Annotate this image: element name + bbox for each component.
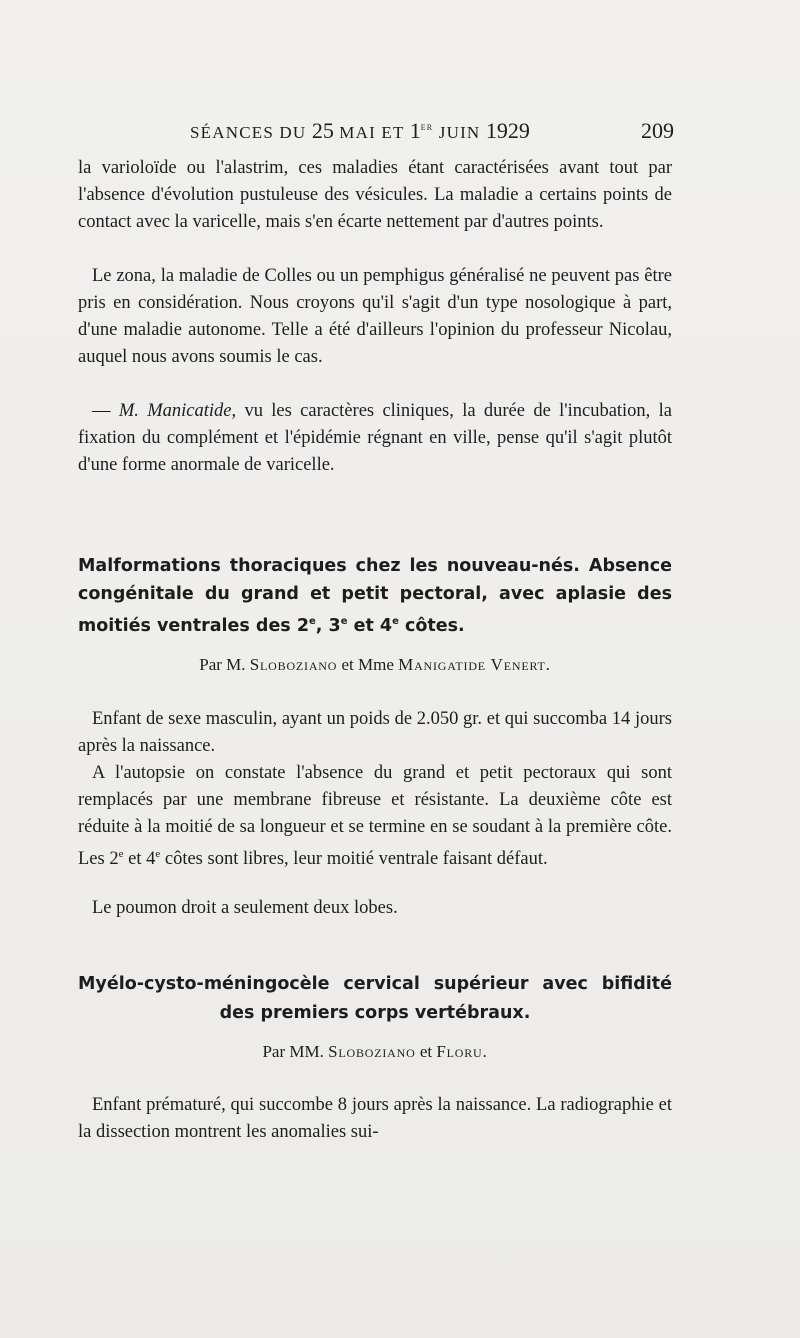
sup-e: e xyxy=(392,616,399,627)
section-title-part-d: côtes. xyxy=(398,615,465,636)
paragraph-poumon: Le poumon droit a seulement deux lobes. xyxy=(92,898,398,918)
section-title-myelo xyxy=(78,970,672,1028)
paragraph-manicatide xyxy=(78,398,672,479)
sup-e: e xyxy=(340,616,348,627)
byline-author1: Slobozianо xyxy=(249,655,338,674)
running-title-day2: 1 xyxy=(409,118,421,143)
section-title-part-c: et 4 xyxy=(347,615,393,636)
running-title-prefix: SÉANCES DU xyxy=(190,123,307,142)
byline-malformations xyxy=(78,655,672,675)
paragraph-manicatide-text: vu les caractères cliniques, la durée de l'incubation, la fixation du complément et l'épidémie régnant en ville, pense qu'il s'agit plutôt d'une forme anormale de varicelle. xyxy=(78,401,672,475)
paragraph-zona: Le zona, la maladie de Colles ou un pemphigus généralisé ne peuvent pas être pris en considération. Nous croyons qu'il s'agit d'un type nosologique à part, d'une maladie autonome. Telle a été d'ailleurs l'opinion du professeur Nicolau, auquel nous avons soumis le cas. xyxy=(78,266,672,367)
running-title-year: 1929 xyxy=(485,118,530,143)
byline-and: et Mme xyxy=(341,655,394,674)
paragraph-autopsie-b: et 4 xyxy=(123,849,156,869)
running-title-day2-sup: er xyxy=(420,119,434,133)
paragraph-enfant-masculin: Enfant de sexe masculin, ayant un poids de 2.050 gr. et qui succomba 14 jours après la naissance. xyxy=(78,709,672,756)
paragraph-autopsie-a: A l'autopsie on constate l'absence du grand et petit pectoraux qui sont remplacés par une membrane fibreuse et résistante. La deuxième côte est réduite à la moitié de sa longueur et se termine en se soudant à la première côte. Les 2 xyxy=(78,763,672,869)
section-title-myelo-line2: des premiers corps vertébraux. xyxy=(219,1003,531,1023)
running-title xyxy=(190,118,530,144)
sup-e: e xyxy=(309,616,316,627)
section-title-malformations xyxy=(78,552,672,640)
byline-author2: Manigatide Venert. xyxy=(398,655,551,674)
section-title-myelo-line1: Myélo-cysto-méningocèle cervical supérieur avec bifidité xyxy=(78,974,672,994)
sup-e: e xyxy=(118,848,124,860)
paragraph-autopsie-c: côtes sont libres, leur moitié ventrale faisant défaut. xyxy=(160,849,548,869)
byline-and: et xyxy=(419,1042,433,1061)
byline-par: Par MM. xyxy=(262,1042,324,1061)
paragraph-autopsie xyxy=(78,760,672,873)
page-header xyxy=(78,118,674,148)
running-title-month: MAI ET xyxy=(339,123,405,142)
paragraph-premature: Enfant prématuré, qui succombe 8 jours après la naissance. La radiographie et la dissection montrent les anomalies sui- xyxy=(78,1095,672,1142)
paragraph-continuation: la varioloïde ou l'alastrim, ces maladies étant caractérisées avant tout par l'absence d'évolution pustuleuse des vésicules. La maladie a certains points de contact avec la varicelle, mais s'en écarte nettement par d'autres points. xyxy=(78,158,672,232)
section-title-part-a: Malformations thoraciques chez les nouveau-nés. Absence congénitale du grand et petit pectoral, avec aplasie des moitiés ventrales des 2 xyxy=(78,556,672,636)
sup-e: e xyxy=(155,848,161,860)
section-title-part-b: , 3 xyxy=(315,615,341,636)
running-title-month2: JUIN xyxy=(438,123,481,142)
running-title-day: 25 xyxy=(311,118,334,143)
byline-myelo xyxy=(78,1042,672,1062)
byline-author1: Slobozianо xyxy=(328,1042,416,1061)
byline-par: Par M. xyxy=(199,655,246,674)
dash: — xyxy=(92,401,119,421)
page-number: 209 xyxy=(641,118,674,143)
byline-author2: Floru. xyxy=(436,1042,488,1061)
author-name-italic: M. Manicatide, xyxy=(118,401,237,421)
